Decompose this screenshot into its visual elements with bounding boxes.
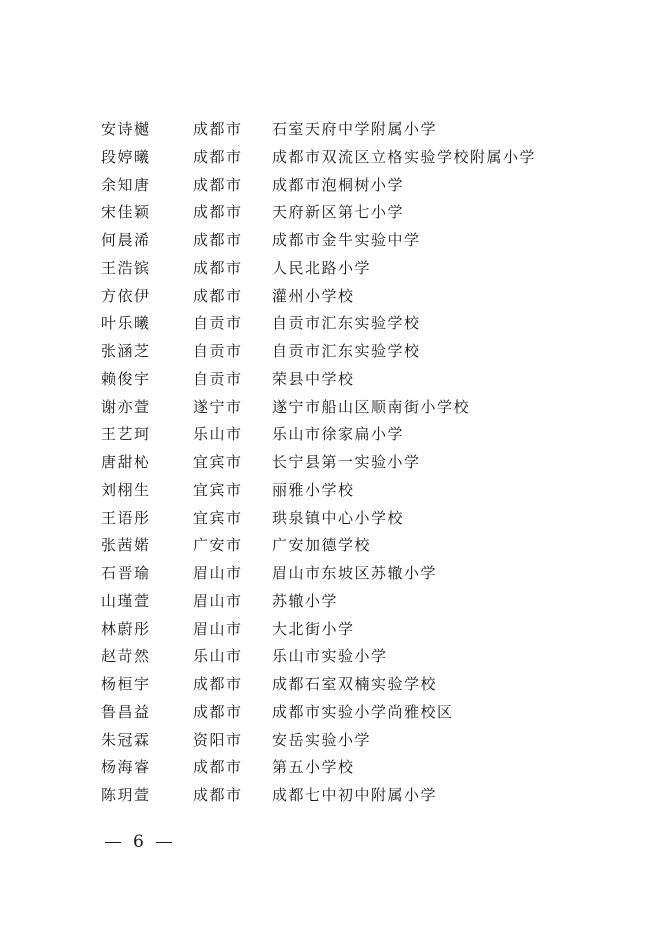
school-name: 遂宁市船山区顺南街小学校 <box>272 397 471 416</box>
school-name: 成都七中初中附属小学 <box>272 786 438 804</box>
student-name: 赵苛然 <box>101 647 151 666</box>
city-name: 成都市 <box>193 231 243 249</box>
student-name: 何晨浠 <box>101 231 151 249</box>
school-name: 人民北路小学 <box>272 258 372 277</box>
list-item <box>101 782 621 810</box>
list-item <box>101 310 621 338</box>
list-item <box>101 671 621 699</box>
school-name: 荣县中学校 <box>272 369 355 388</box>
city-name: 成都市 <box>193 758 243 777</box>
student-name: 张茜婼 <box>101 536 151 555</box>
city-name: 成都市 <box>193 786 243 804</box>
city-name: 乐山市 <box>193 425 243 444</box>
page-number-left-dash <box>105 842 121 843</box>
student-name: 方依伊 <box>101 286 151 305</box>
list-item <box>101 754 621 782</box>
city-name: 自贡市 <box>193 369 243 388</box>
city-name: 广安市 <box>193 536 243 555</box>
student-name: 林蔚彤 <box>101 619 151 638</box>
list-item <box>101 255 621 283</box>
page-number-right-dash <box>156 842 172 843</box>
school-name: 丽雅小学校 <box>272 480 355 499</box>
student-name: 唐甜杺 <box>101 453 151 471</box>
student-name: 王浩镔 <box>101 258 151 277</box>
list-item <box>101 227 621 255</box>
city-name: 遂宁市 <box>193 397 243 416</box>
list-item <box>101 366 621 394</box>
school-name: 天府新区第七小学 <box>272 203 405 222</box>
list-item <box>101 643 621 671</box>
student-name: 朱冠霖 <box>101 730 151 749</box>
page-number-value: 6 <box>133 832 144 852</box>
list-item <box>101 477 621 505</box>
city-name: 乐山市 <box>193 647 243 666</box>
city-name: 资阳市 <box>193 730 243 749</box>
city-name: 眉山市 <box>193 619 243 638</box>
page-number <box>93 832 184 852</box>
school-name: 苏辙小学 <box>272 591 339 610</box>
city-name: 成都市 <box>193 120 243 138</box>
list-item <box>101 199 621 227</box>
student-name: 叶乐曦 <box>101 314 151 333</box>
school-name: 成都市金牛实验中学 <box>272 231 421 249</box>
school-name: 第五小学校 <box>272 758 355 777</box>
student-name: 宋佳颖 <box>101 203 151 222</box>
school-name: 乐山市徐家扁小学 <box>272 425 405 444</box>
student-name: 杨桓宇 <box>101 675 151 693</box>
city-name: 自贡市 <box>193 314 243 333</box>
student-name: 余知唐 <box>101 175 151 194</box>
school-name: 成都石室双楠实验学校 <box>272 675 438 693</box>
list-item <box>101 727 621 755</box>
student-name: 王语彤 <box>101 508 151 527</box>
city-name: 眉山市 <box>193 564 243 582</box>
student-name: 刘栩生 <box>101 480 151 499</box>
list-item <box>101 449 621 477</box>
student-name: 鲁昌益 <box>101 702 151 721</box>
list-item <box>101 144 621 172</box>
school-name: 自贡市汇东实验学校 <box>272 314 421 333</box>
list-item <box>101 588 621 616</box>
award-list <box>101 116 621 810</box>
city-name: 成都市 <box>193 203 243 222</box>
list-item <box>101 532 621 560</box>
list-item <box>101 560 621 588</box>
school-name: 安岳实验小学 <box>272 730 372 749</box>
student-name: 王艺珂 <box>101 425 151 444</box>
list-item <box>101 283 621 311</box>
student-name: 山瑾萱 <box>101 591 151 610</box>
school-name: 眉山市东坡区苏辙小学 <box>272 564 438 582</box>
school-name: 成都市泡桐树小学 <box>272 175 405 194</box>
list-item <box>101 338 621 366</box>
school-name: 珙泉镇中心小学校 <box>272 508 405 527</box>
list-item <box>101 505 621 533</box>
list-item <box>101 616 621 644</box>
student-name: 杨海睿 <box>101 758 151 777</box>
student-name: 谢亦萱 <box>101 397 151 416</box>
student-name: 段婷曦 <box>101 147 151 166</box>
city-name: 眉山市 <box>193 591 243 610</box>
school-name: 自贡市汇东实验学校 <box>272 342 421 360</box>
city-name: 成都市 <box>193 258 243 277</box>
city-name: 成都市 <box>193 175 243 194</box>
school-name: 乐山市实验小学 <box>272 647 388 666</box>
list-item <box>101 394 621 422</box>
school-name: 成都市实验小学尚雅校区 <box>272 702 454 721</box>
city-name: 宜宾市 <box>193 453 243 471</box>
student-name: 赖俊宇 <box>101 369 151 388</box>
city-name: 成都市 <box>193 286 243 305</box>
city-name: 宜宾市 <box>193 480 243 499</box>
list-item <box>101 421 621 449</box>
school-name: 长宁县第一实验小学 <box>272 453 421 471</box>
city-name: 自贡市 <box>193 342 243 360</box>
school-name: 成都市双流区立格实验学校附属小学 <box>272 147 537 166</box>
student-name: 安诗樾 <box>101 120 151 138</box>
list-item <box>101 699 621 727</box>
student-name: 石晋瑜 <box>101 564 151 582</box>
school-name: 大北街小学 <box>272 619 355 638</box>
school-name: 广安加德学校 <box>272 536 372 555</box>
list-item <box>101 172 621 200</box>
city-name: 宜宾市 <box>193 508 243 527</box>
school-name: 灌州小学校 <box>272 286 355 305</box>
student-name: 张涵芝 <box>101 342 151 360</box>
city-name: 成都市 <box>193 147 243 166</box>
student-name: 陈玥萱 <box>101 786 151 804</box>
city-name: 成都市 <box>193 675 243 693</box>
list-item <box>101 116 621 144</box>
city-name: 成都市 <box>193 702 243 721</box>
school-name: 石室天府中学附属小学 <box>272 120 438 138</box>
